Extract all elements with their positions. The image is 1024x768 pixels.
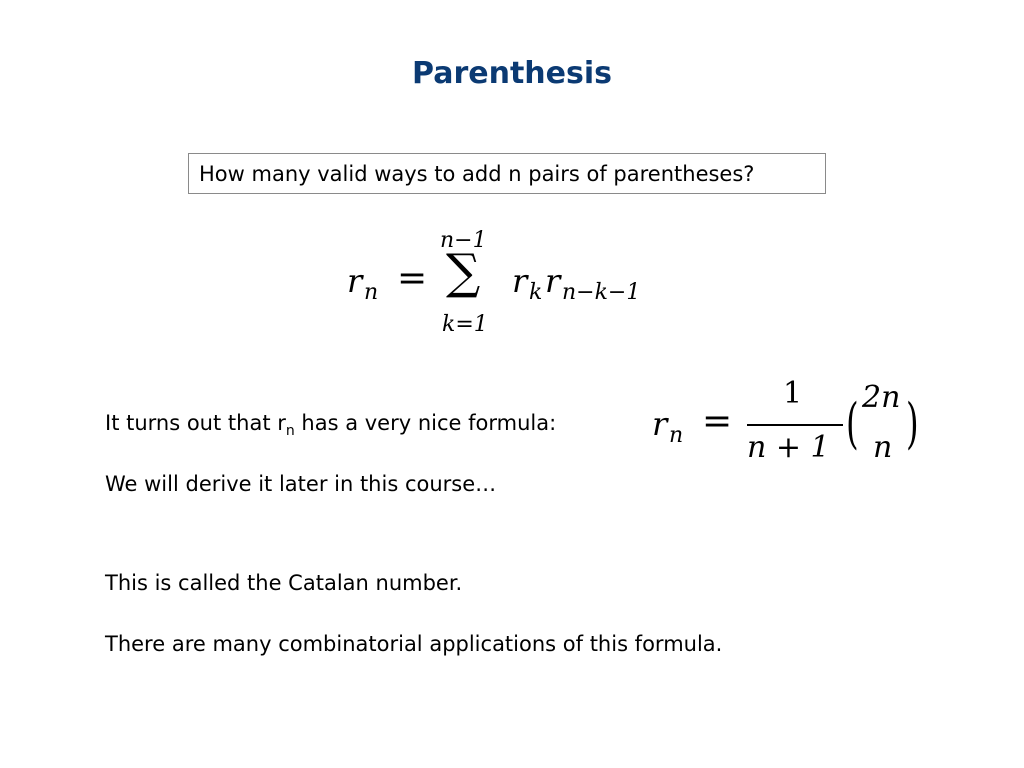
closed-form-lhs-var: r xyxy=(652,405,668,443)
formula-intro-suffix: has a very nice formula: xyxy=(294,411,557,435)
recurrence-upper-limit: n−1 xyxy=(440,228,487,253)
summation-symbol: ∑ xyxy=(446,244,481,300)
recurrence-lhs-sub: n xyxy=(364,280,379,305)
binomial-left-paren: ( xyxy=(846,392,859,455)
derive-later-line: We will derive it later in this course… xyxy=(105,472,497,496)
recurrence-lhs-var: r xyxy=(347,262,363,300)
formula-intro-line xyxy=(105,411,556,439)
closed-form-lhs-sub: n xyxy=(669,423,684,448)
slide-title: Parenthesis xyxy=(412,56,612,91)
recurrence-term1-var: r xyxy=(512,262,528,300)
fraction-numerator: 1 xyxy=(783,376,803,411)
question-text: How many valid ways to add n pairs of parentheses? xyxy=(199,161,755,186)
applications-line: There are many combinatorial applications of this formula. xyxy=(105,632,723,656)
binomial-bottom: n xyxy=(873,430,893,465)
binomial-top: 2n xyxy=(862,380,901,415)
closed-form-equals: = xyxy=(702,401,733,442)
recurrence-term2-sub: n−k−1 xyxy=(562,280,641,305)
formula-intro-prefix: It turns out that r xyxy=(105,411,286,435)
question-box xyxy=(188,153,826,194)
recurrence-lower-limit: k=1 xyxy=(442,312,488,337)
fraction-denominator: n + 1 xyxy=(747,430,830,465)
recurrence-equals: = xyxy=(397,258,428,299)
catalan-line: This is called the Catalan number. xyxy=(105,571,463,595)
binomial-right-paren: ) xyxy=(906,392,919,455)
recurrence-term1-sub: k xyxy=(529,280,543,305)
formula-intro-sub: n xyxy=(285,423,295,439)
recurrence-term2-var: r xyxy=(545,262,561,300)
fraction-bar xyxy=(747,424,843,426)
